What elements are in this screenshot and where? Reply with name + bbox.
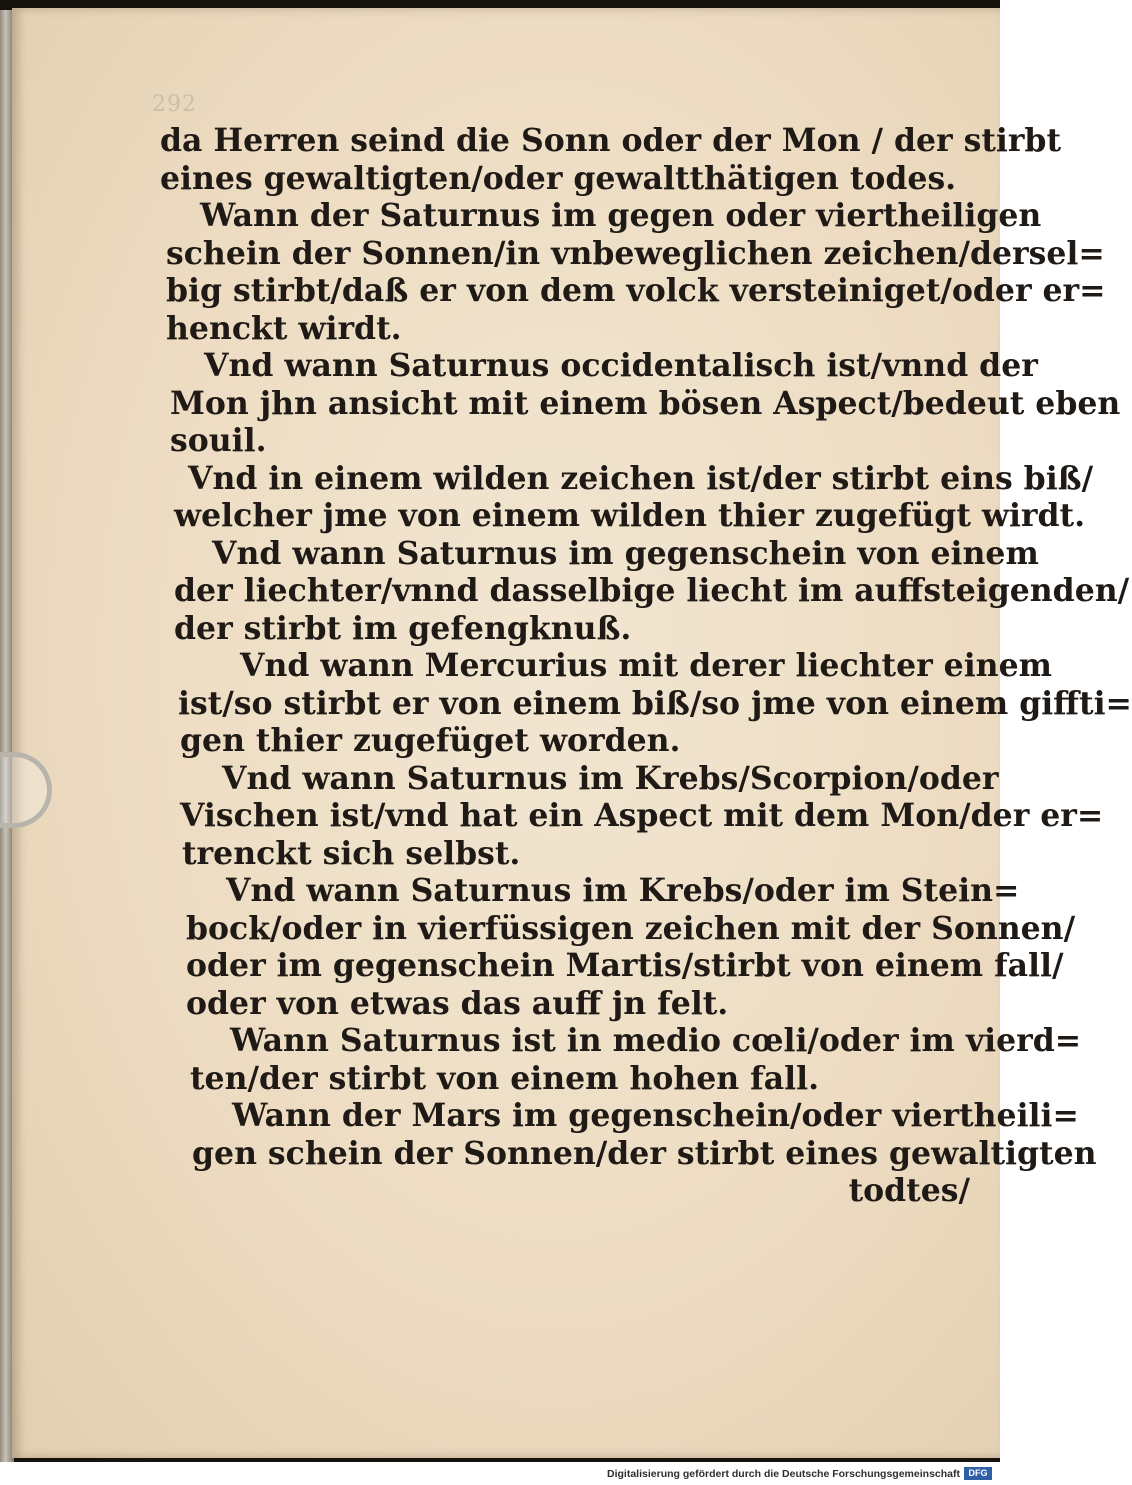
page-number: 292 <box>152 92 197 117</box>
text-line: henckt wirdt. <box>166 309 402 347</box>
text-line: Wann der Saturnus im gegen oder viertheiligen <box>200 197 1042 234</box>
text-line: ist/so stirbt er von einem biß/so jme von einem giffti= <box>178 684 1132 722</box>
text-line: Mon jhn ansicht mit einem bösen Aspect/bedeut eben <box>170 384 1121 422</box>
footer-bar <box>0 1462 1000 1485</box>
text-line: ten/der stirbt von einem hohen fall. <box>190 1059 820 1097</box>
text-line: welcher jme von einem wilden thier zugefügt wirdt. <box>174 497 1086 534</box>
text-line: Vischen ist/vnd hat ein Aspect mit dem Mon/der er= <box>180 797 1104 834</box>
text-line: Vnd wann Mercurius mit derer liechter einem <box>240 647 1052 684</box>
text-line: Vnd wann Saturnus occidentalisch ist/vnnd der <box>204 347 1038 384</box>
text-line: Wann der Mars im gegenschein/oder viertheili= <box>232 1097 1079 1134</box>
text-line: oder von etwas das auff jn felt. <box>186 984 729 1022</box>
text-line: Vnd wann Saturnus im Krebs/oder im Stein= <box>226 872 1020 909</box>
text-line: der stirbt im gefengknuß. <box>174 609 632 647</box>
text-line: Wann Saturnus ist in medio cœli/oder im vierd= <box>230 1022 1082 1059</box>
text-line: todtes/ <box>848 1172 970 1209</box>
dfg-logo-icon: DFG <box>964 1467 992 1480</box>
text-line: da Herren seind die Sonn oder der Mon / der stirbt <box>160 122 1062 159</box>
text-line: eines gewaltigten/oder gewaltthätigen todes. <box>160 159 957 197</box>
text-line: Vnd wann Saturnus im Krebs/Scorpion/oder <box>222 759 999 797</box>
text-line: trenckt sich selbst. <box>182 834 521 872</box>
text-line: schein der Sonnen/in vnbeweglichen zeichen/dersel= <box>166 234 1105 272</box>
text-line: souil. <box>170 422 267 459</box>
digitization-credit: Digitalisierung gefördert durch die Deutsche Forschungsgemeinschaft <box>607 1468 960 1480</box>
text-line: Vnd wann Saturnus im gegenschein von einem <box>212 534 1039 572</box>
text-line: der liechter/vnnd dasselbige liecht im auffsteigenden/ <box>174 572 1130 609</box>
text-line: bock/oder in vierfüssigen zeichen mit der Sonnen/ <box>186 909 1076 947</box>
text-line: big stirbt/daß er von dem volck versteiniget/oder er= <box>166 272 1106 309</box>
text-line: oder im gegenschein Martis/stirbt von einem fall/ <box>186 947 1064 984</box>
text-line: gen schein der Sonnen/der stirbt eines gewaltigten <box>192 1134 1097 1172</box>
text-line: Vnd in einem wilden zeichen ist/der stirbt eins biß/ <box>188 459 1094 497</box>
text-line: gen thier zugefüget worden. <box>180 722 681 759</box>
text-block <box>160 122 1132 1210</box>
